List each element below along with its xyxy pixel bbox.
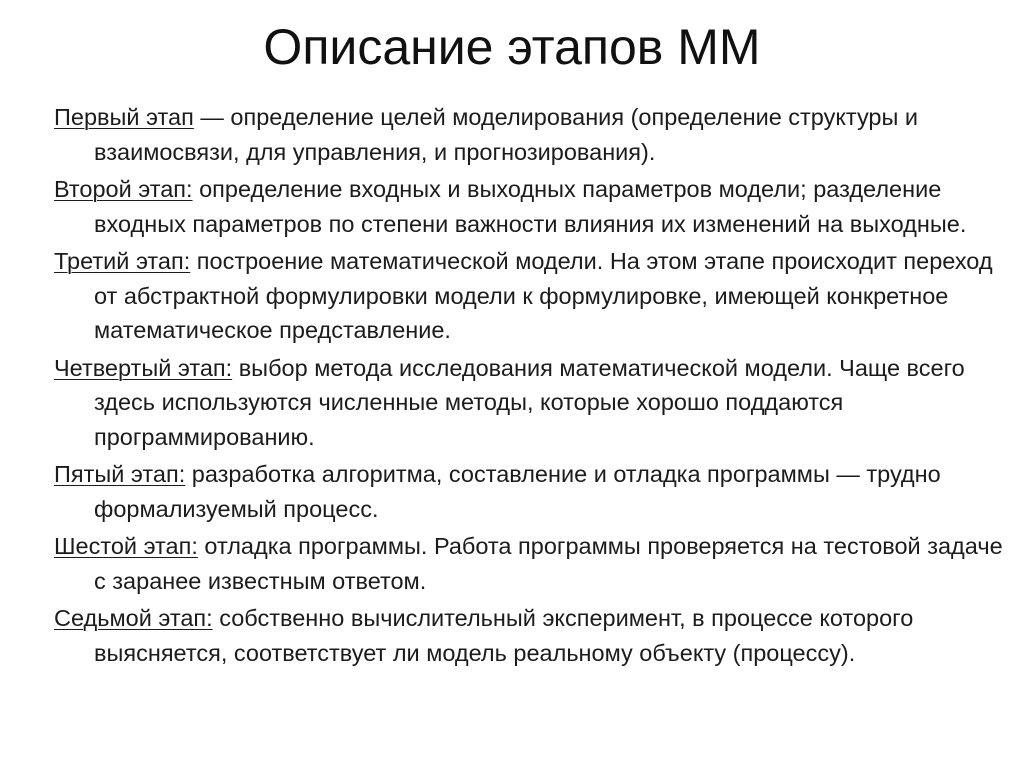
stage-description: разработка алгоритма, составление и отладка программы — трудно формализуемый процесс. — [94, 461, 941, 522]
stage-item-6 — [54, 529, 1004, 598]
stage-item-1 — [54, 100, 1004, 169]
stage-description: определение входных и выходных параметров модели; разделение входных параметров по степени важности влияния их изменений на выходные. — [94, 176, 967, 237]
stage-item-2 — [54, 172, 1004, 241]
stage-description: — определение целей моделирования (определение структуры и взаимосвязи, для управления, и прогнозирования). — [94, 104, 919, 165]
stages-list — [54, 100, 1004, 673]
stage-label: Первый этап — [54, 104, 194, 130]
stage-label: Пятый этап: — [54, 461, 186, 487]
stage-description: построение математической модели. На этом этапе происходит переход от абстрактной формулировки модели к формулировке, имеющей конкретное математическое представление. — [94, 248, 993, 343]
stage-item-5 — [54, 457, 1004, 526]
stage-item-4 — [54, 351, 1004, 455]
stage-label: Седьмой этап: — [54, 605, 213, 631]
stage-description: отладка программы. Работа программы проверяется на тестовой задаче с заранее известным ответом. — [94, 533, 1003, 594]
stage-description: выбор метода исследования математической модели. Чаще всего здесь используются численные методы, которые хорошо поддаются программированию. — [94, 354, 965, 450]
stage-label: Третий этап: — [54, 248, 191, 274]
stage-label: Шестой этап: — [54, 533, 198, 559]
stage-item-3 — [54, 244, 1004, 348]
stage-label: Второй этап: — [54, 176, 193, 202]
stage-description: собственно вычислительный эксперимент, в процессе которого выясняется, соответствует ли модель реальному объекту (процессу). — [94, 605, 914, 666]
stage-label: Четвертый этап: — [54, 354, 233, 381]
stage-item-7 — [54, 601, 1004, 670]
slide-title: Описание этапов ММ — [263, 19, 761, 75]
